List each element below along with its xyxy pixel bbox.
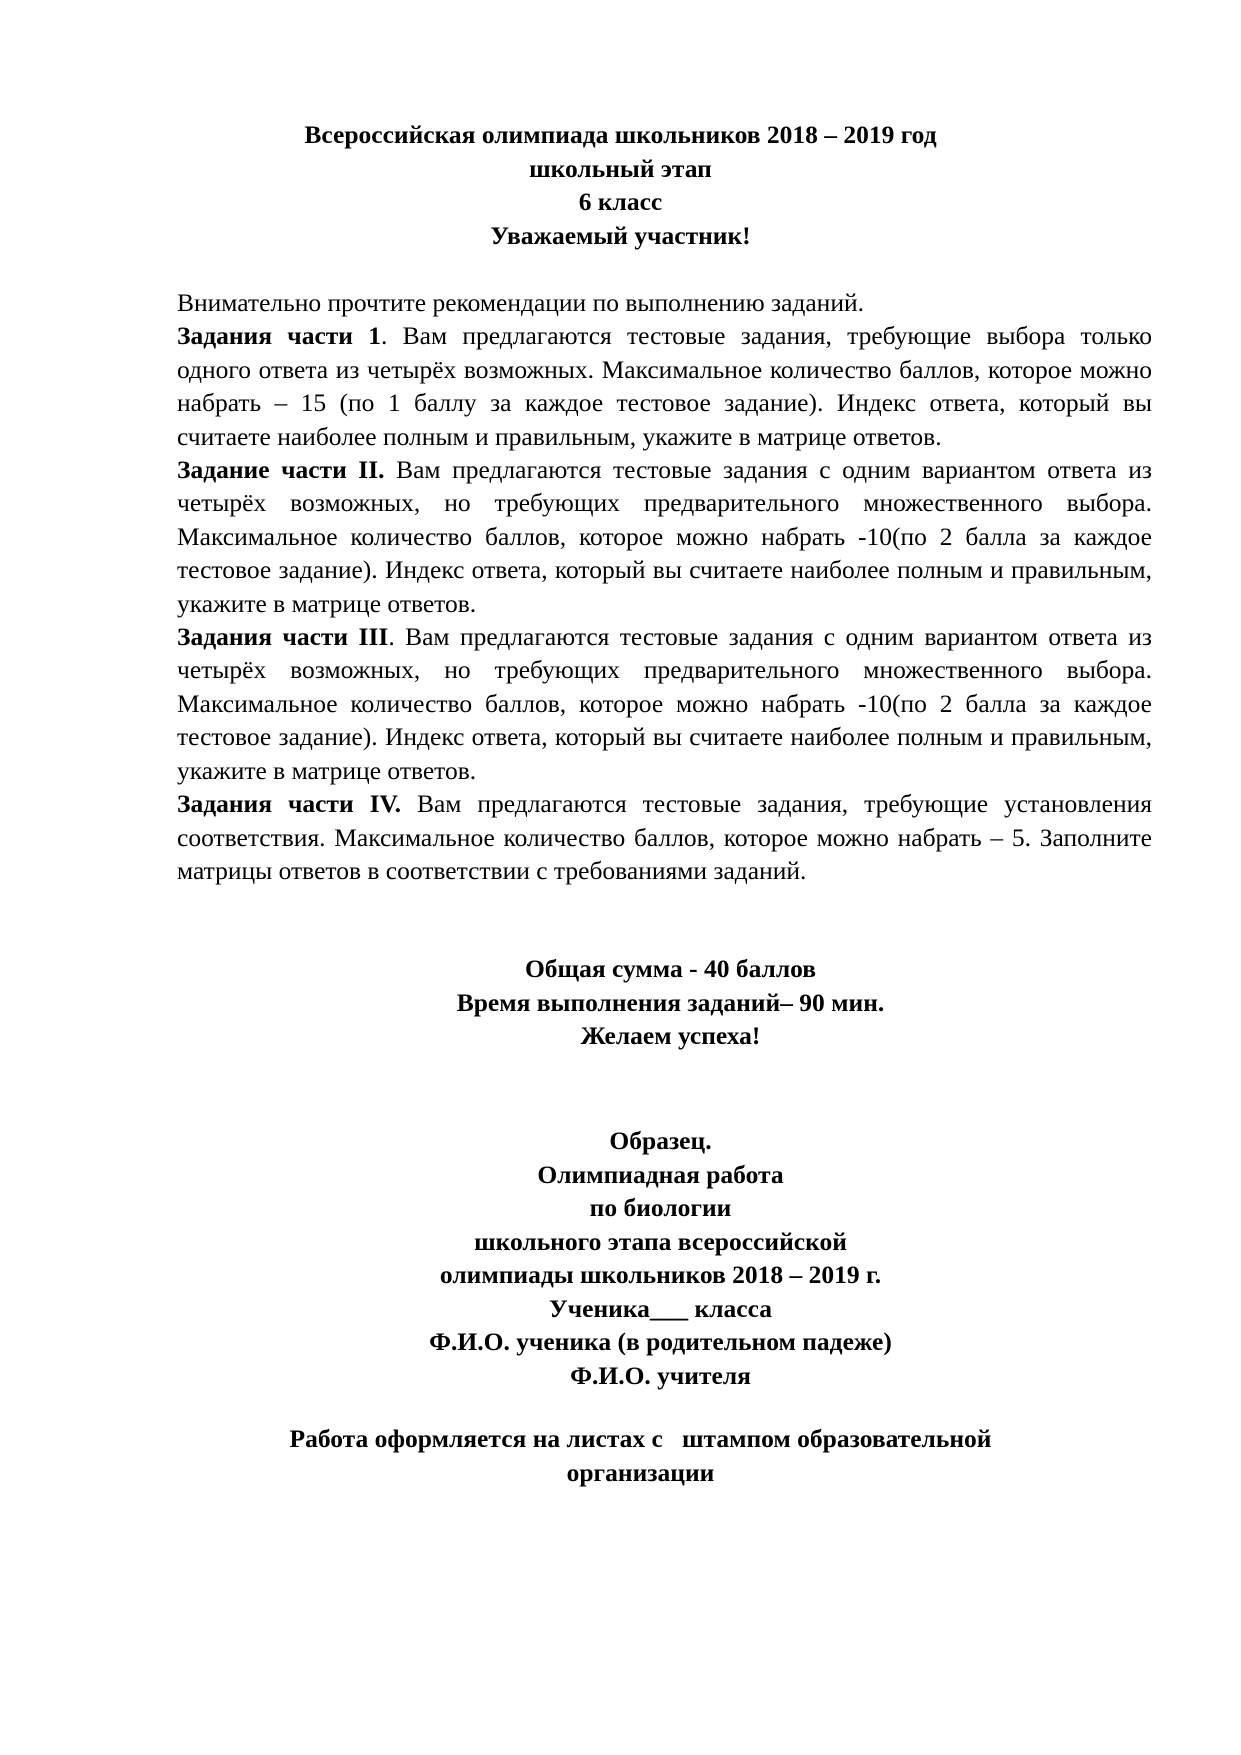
part-4-text: Вам предлагаются тестовые задания, требующие установления соответствия. Максимальное количество баллов, которое можно набрать – 5. Заполните матрицы ответов в соответствии с требованиями заданий. [177, 789, 1152, 885]
part-3-label: Задания части III [177, 622, 389, 652]
instructions [177, 286, 1152, 887]
part-2-paragraph [177, 453, 1152, 620]
part-3-text: . Вам предлагаются тестовые задания с одним вариантом ответа из четырёх возможных, но требующих предварительного множественного выбора. Максимальное количество баллов, которое можно набрать -10(по 2 балла за каждое тестовое задание). Индекс ответа, который вы считаете наиболее полным и правильным, укажите в матрице ответов. [177, 622, 1152, 785]
document-header [0, 118, 1241, 252]
good-luck: Желаем успеха! [580, 1021, 761, 1050]
sample-line: олимпиады школьников 2018 – 2019 г. [439, 1260, 882, 1289]
part-1-paragraph [177, 319, 1152, 453]
instructions-intro: Внимательно прочтите рекомендации по выполнению заданий. [177, 288, 864, 317]
sample-line: Образец. [609, 1126, 712, 1155]
sample-line: по биологии [589, 1193, 732, 1222]
formatting-note [0, 1422, 1241, 1489]
summary [0, 952, 1241, 1053]
part-4-label: Задания части IV. [177, 789, 402, 819]
greeting: Уважаемый участник! [490, 220, 751, 250]
part-1-text: . Вам предлагаются тестовые задания, требующие выбора только одного ответа из четырёх возможных. Максимальное количество баллов, которое можно набрать – 15 (по 1 баллу за каждое тестовое задание). Индекс ответа, который вы считаете наиболее полным и правильным, укажите в матрице ответов. [177, 321, 1152, 451]
part-1-label: Задания части 1 [177, 321, 381, 351]
sample-line: Ф.И.О. ученика (в родительном падеже) [429, 1327, 892, 1356]
sample-title-block [0, 1124, 1241, 1392]
grade-label: 6 класс [578, 187, 663, 216]
part-2-text: Вам предлагаются тестовые задания с одним вариантом ответа из четырёх возможных, но требующих предварительного множественного выбора. Максимальное количество баллов, которое можно набрать -10(по 2 балла за каждое тестовое задание). Индекс ответа, который вы считаете наиболее полным и правильным, укажите в матрице ответов. [177, 455, 1152, 618]
total-points: Общая сумма - 40 баллов [524, 954, 817, 983]
sample-line: Олимпиадная работа [537, 1159, 784, 1189]
stage-label: школьный этап [529, 153, 712, 183]
part-4-paragraph [177, 787, 1152, 887]
note-line-2: организации [566, 1457, 715, 1487]
olympiad-title: Всероссийская олимпиада школьников 2018 – 2019 год [304, 120, 937, 149]
part-2-label: Задание части II. [177, 455, 385, 485]
sample-line: Ученика___ класса [549, 1293, 772, 1323]
note-line-1: Работа оформляется на листах с штампом образовательной [289, 1424, 992, 1453]
part-3-paragraph [177, 620, 1152, 787]
time-limit: Время выполнения заданий– 90 мин. [456, 987, 885, 1017]
sample-line: школьного этапа всероссийской [474, 1226, 847, 1256]
sample-line: Ф.И.О. учителя [570, 1360, 751, 1390]
